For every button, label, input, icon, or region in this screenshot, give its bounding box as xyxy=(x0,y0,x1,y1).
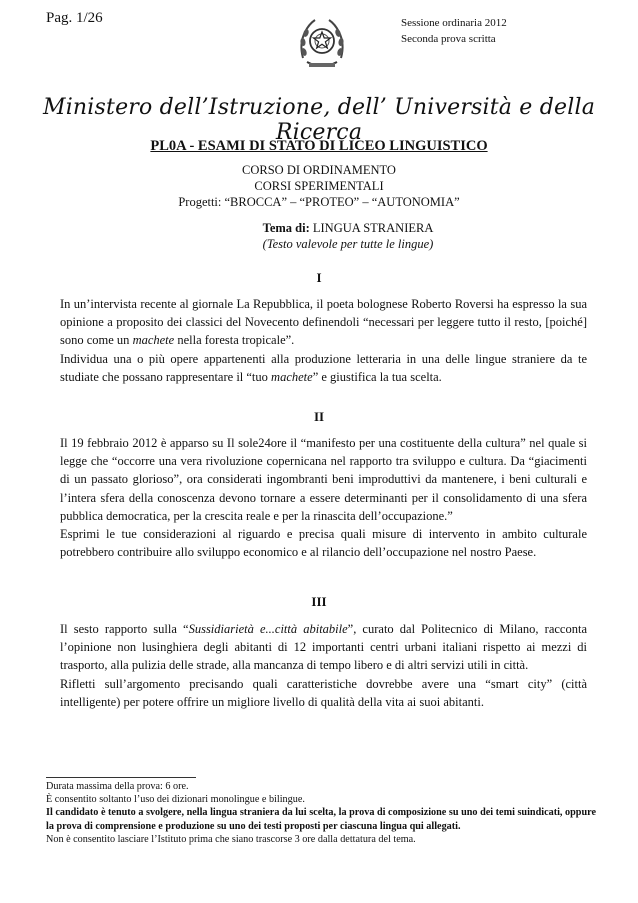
theme-note: (Testo valevole per tutte le lingue) xyxy=(262,237,434,251)
instructions-note: Il candidato è tenuto a svolgere, nella lingua straniera da lui scelta, la prova di composizione su uno dei temi suindicati, oppure la prova di comprensione e produzione su uno dei testi proposti per ciascuna lingua qui allegati. xyxy=(46,807,596,832)
section-1-paragraph-1: In un’intervista recente al giornale La Repubblica, il poeta bolognese Roberto Roversi ha espresso la sua opinione a proposito dei classici del Novecento definendoli “necessari per leggere tutto il resto, [poiché] sono come un machete nella foresta tropicale”. xyxy=(60,297,587,348)
page-number: Pag. 1/26 xyxy=(46,10,103,26)
section-2-paragraph-1: Il 19 febbraio 2012 è apparso su Il sole24ore il “manifesto per una costituente della cultura” nel quale si legge che “occorre una vera rivoluzione copernicana nel rapporto tra sviluppo e cultura. Da “giacimenti di un passato glorioso”, ora considerati ingombranti beni improduttivi da mantenere, i beni culturali e l’intera sfera della conoscenza devono tornare a essere determinanti per il consolidamento di una sfera pubblica democratica, per la crescita reale e per la rinascita dell’occupazione.” xyxy=(60,436,587,523)
footnote-divider xyxy=(46,777,196,778)
machete-term: machete xyxy=(271,369,313,384)
section-3-paragraph-1: Il sesto rapporto sulla “Sussidiarietà e...città abitabile”, curato dal Politecnico di Milano, racconta l’opinione non lusinghiera degli abitanti di 12 importanti centri urbani italiani rispetto ai mezzi di trasporto, alla pulizia delle strade, alla mancanza di tempo libero e di altri servizi utili in città. xyxy=(60,622,587,673)
section-numeral: II xyxy=(313,409,325,424)
section-numeral: III xyxy=(311,594,327,609)
italian-republic-emblem-icon xyxy=(297,14,347,76)
section-numeral: I xyxy=(316,270,322,285)
theme-subject: LINGUA STRANIERA xyxy=(312,221,434,235)
report-title: Sussidiarietà e...città abitabile xyxy=(188,622,348,636)
theme-block xyxy=(0,220,638,252)
dictionaries-note: È consentito soltanto l’uso dei dizionari monolingue e bilingue. xyxy=(46,794,305,806)
course-line-2: CORSI SPERIMENTALI xyxy=(254,179,384,193)
theme-line xyxy=(58,220,638,236)
course-line-3: Progetti: “BROCCA” – “PROTEO” – “AUTONOMIA” xyxy=(178,195,460,209)
course-line-1: CORSO DI ORDINAMENTO xyxy=(242,163,396,177)
section-1-paragraph-2: Individua una o più opere appartenenti alla produzione letteraria in una delle lingue straniere da te studiate che possano rappresentare il “tuo machete” e giustifica la tua scelta. xyxy=(60,351,587,384)
section-2-paragraph-2: Esprimi le tue considerazioni al riguardo e precisa quali misure di intervento in ambito culturale potrebbero contribuire allo sviluppo economico e al rilancio dell’occupazione nel nostro Paese. xyxy=(60,527,587,560)
duration-note: Durata massima della prova: 6 ore. xyxy=(46,781,189,792)
ministry-title: Ministero dell’Istruzione, dell’ Università e della Ricerca xyxy=(42,95,596,145)
course-block xyxy=(0,162,638,210)
theme-label: Tema di: xyxy=(262,221,310,235)
leave-note: Non è consentito lasciare l’Istituto prima che siano trascorse 3 ore dalla dettatura del tema. xyxy=(46,833,416,845)
section-1-text xyxy=(60,295,587,386)
machete-term: machete xyxy=(132,333,175,348)
session-info xyxy=(401,15,507,47)
section-3-paragraph-2: Rifletti sull’argomento precisando quali caratteristiche dovrebbe avere una “smart city” (città intelligente) per potere offrire un migliore livello di qualità della vita ai suoi abitanti. xyxy=(60,676,587,709)
section-3-text xyxy=(60,620,587,711)
exam-part-label: Seconda prova scritta xyxy=(401,33,496,45)
footer-notes xyxy=(46,780,596,846)
exam-title: PL0A - ESAMI DI STATO DI LICEO LINGUISTICO xyxy=(150,138,488,154)
section-2-text xyxy=(60,434,587,561)
session-label: Sessione ordinaria 2012 xyxy=(401,17,507,29)
